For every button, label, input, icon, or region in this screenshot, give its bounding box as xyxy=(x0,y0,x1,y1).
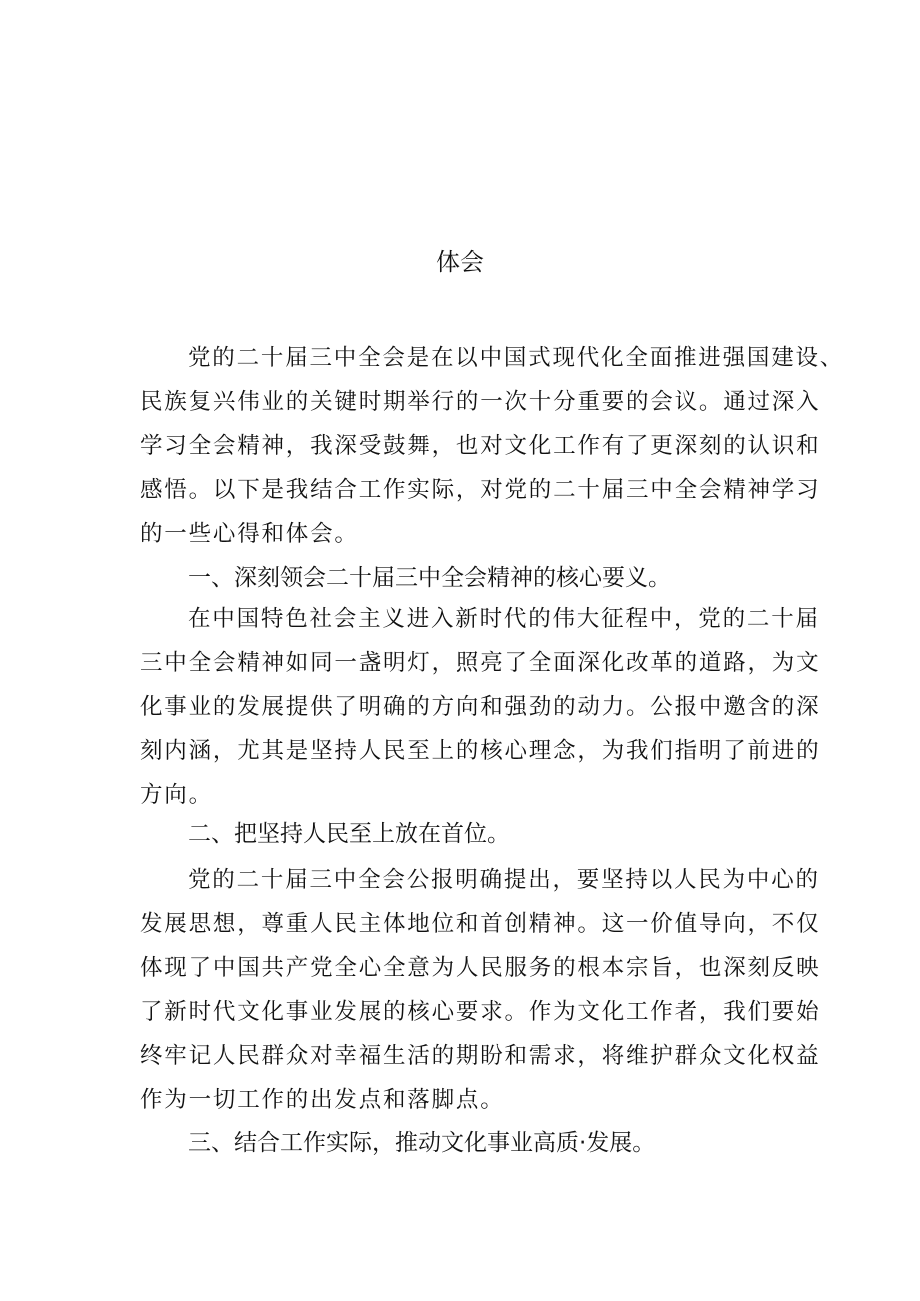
paragraph-line: 三中全会精神如同一盏明灯，照亮了全面深化改革的道路，为文 xyxy=(140,650,821,676)
section-heading-1: 一、深刻领会二十届三中全会精神的核心要义。 xyxy=(188,565,671,591)
paragraph-section-1 xyxy=(140,597,821,817)
paragraph-line: 的一些心得和体会。 xyxy=(140,521,359,547)
paragraph-section-2 xyxy=(140,858,821,1122)
section-heading-2: 二、把坚持人民至上放在首位。 xyxy=(188,821,510,847)
paragraph-line: 化事业的发展提供了明确的方向和强劲的动力。公报中邀含的深 xyxy=(140,694,821,720)
paragraph-line: 感悟。以下是我结合工作实际，对党的二十届三中全会精神学习 xyxy=(140,477,821,503)
paragraph-line: 终牢记人民群众对幸福生活的期盼和需求，将维护群众文化权益 xyxy=(140,1043,821,1069)
paragraph-line: 在中国特色社会主义进入新时代的伟大征程中，党的二十届 xyxy=(188,606,820,632)
paragraph-line: 刻内涵，尤其是坚持人民至上的核心理念，为我们指明了前进的 xyxy=(140,738,821,764)
paragraph-line: 体现了中国共产党全心全意为人民服务的根本宗旨，也深刻反映 xyxy=(140,955,821,981)
paragraph-line: 学习全会精神，我深受鼓舞，也对文化工作有了更深刻的认识和 xyxy=(140,433,821,459)
document-title: 体会 xyxy=(436,248,484,276)
paragraph-line: 党的二十届三中全会公报明确提出，要坚持以人民为中心的 xyxy=(188,867,820,893)
paragraph-line: 了新时代文化事业发展的核心要求。作为文化工作者，我们要始 xyxy=(140,999,821,1025)
paragraph-line: 作为一切工作的出发点和落脚点。 xyxy=(140,1087,505,1113)
paragraph-line: 民族复兴伟业的关键时期举行的一次十分重要的会议。通过深入 xyxy=(140,389,821,415)
paragraph-line: 发展思想，尊重人民主体地位和首创精神。这一价值导向，不仅 xyxy=(140,911,821,937)
section-heading-3: 三、结合工作实际，推动文化事业高质·发展。 xyxy=(188,1130,656,1156)
paragraph-intro xyxy=(140,336,845,556)
paragraph-line: 党的二十届三中全会是在以中国式现代化全面推进强国建设、 xyxy=(188,345,845,371)
paragraph-line: 方向。 xyxy=(140,782,213,808)
